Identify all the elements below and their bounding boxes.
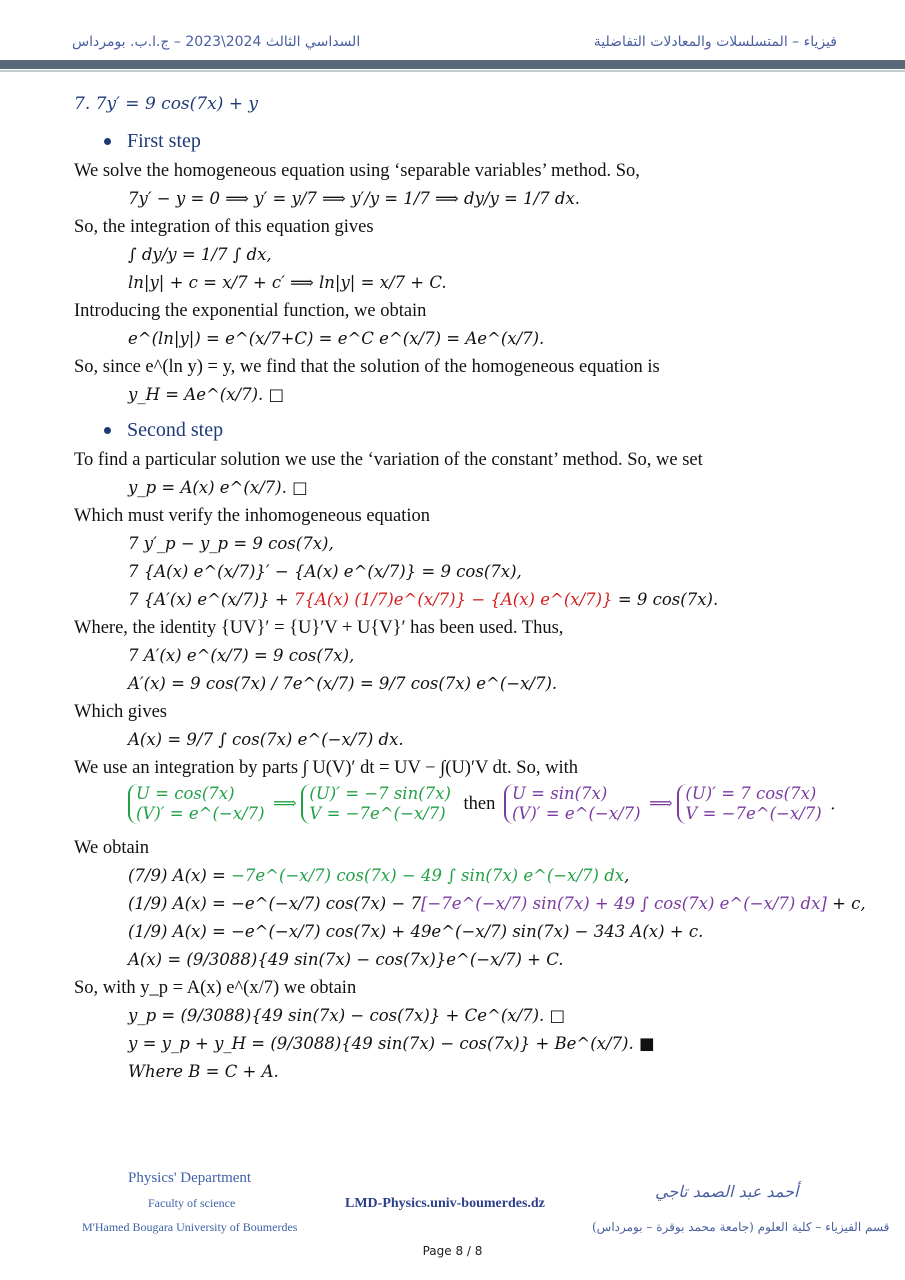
step2-text3: Where, the identity {UV}′ = {U}′V + U{V}′ has been used. Thus, (74, 618, 564, 638)
step2-eq2: 7 y′_p − y_p = 9 cos(7x), (128, 534, 334, 553)
ibp2-d: V = −7e^(−x/7) (685, 804, 822, 823)
header-right: فيزياء – المتسلسلات والمعادلات التفاضلية (593, 34, 837, 50)
footer-university: M'Hamed Bougara University of Boumerdes (82, 1220, 298, 1234)
footer-website[interactable]: LMD-Physics.univ-boumerdes.dz (345, 1196, 545, 1211)
step2-eq11: A(x) = (9/3088){49 sin(7x) − cos(7x)}e^(−x/7) + C. (128, 950, 564, 969)
ibp1-c: (U)′ = −7 sin(7x) (309, 784, 451, 803)
step2-text2: Which must verify the inhomogeneous equation (74, 506, 431, 526)
step2-text7: So, with y_p = A(x) e^(x/7) we obtain (74, 978, 357, 998)
ibp2-b: (V)′ = e^(−x/7) (512, 804, 641, 823)
ibp1-b: (V)′ = e^(−x/7) (136, 804, 265, 823)
step1-eq4: e^(ln|y|) = e^(x/7+C) = e^C e^(x/7) = Ae^(x/7). (128, 329, 545, 348)
ibp1-a: U = cos(7x) (136, 784, 235, 803)
step2-eq4-red-term: 7{A(x) (1/7)e^(x/7)} − {A(x) e^(x/7)} (293, 590, 613, 609)
step2-eq9-purple-term: [−7e^(−x/7) sin(7x) + 49 ∫ cos(7x) e^(−x/7) dx] (420, 894, 827, 913)
header-left: السداسي الثالث 2024\2023 – ج.ا.ب. بومرداس (72, 34, 361, 50)
step2-eq1: y_p = A(x) e^(x/7). □ (128, 478, 308, 497)
footer-faculty: Faculty of science (148, 1196, 236, 1210)
bullet-icon (104, 427, 111, 434)
step2-eq13: y = y_p + y_H = (9/3088){49 sin(7x) − cos(7x)} + Be^(x/7). ■ (128, 1034, 655, 1053)
ibp-systems (74, 784, 854, 832)
ibp2-right-cases (677, 784, 825, 824)
step2-eq8-comma: , (624, 866, 630, 885)
step2-text1: To find a particular solution we use the ‘variation of the constant’ method. So, we set (74, 450, 703, 470)
footer-department: Physics' Department (128, 1170, 252, 1186)
page-number: Page 8 / 8 (422, 1244, 483, 1258)
ibp-then: then (463, 793, 496, 814)
step1-eq2: ∫ dy/y = 1/7 ∫ dx, (128, 245, 272, 264)
ibp2-a: U = sin(7x) (512, 784, 608, 803)
step2-eq9-lhs: (1/9) A(x) = −e^(−x/7) cos(7x) − 7 (128, 894, 421, 913)
ibp1-d: V = −7e^(−x/7) (309, 804, 446, 823)
footer-arabic-department: قسم الفيزياء – كلية العلوم (جامعة محمد بوقرة – بومرداس) (592, 1220, 890, 1234)
ibp1-left-cases (128, 784, 269, 824)
ibp1-right-cases (301, 784, 454, 824)
step2-eq8-lhs: (7/9) A(x) = (128, 866, 226, 885)
step1-text1: We solve the homogeneous equation using ‘separable variables’ method. So, (74, 161, 640, 181)
step2-eq12: y_p = (9/3088){49 sin(7x) − cos(7x)} + Ce^(x/7). □ (128, 1006, 566, 1025)
ibp2-left-cases (504, 784, 645, 824)
ibp-period: . (830, 794, 836, 814)
step2-eq8-green-term: −7e^(−x/7) cos(7x) − 49 ∫ sin(7x) e^(−x/7) dx (231, 866, 625, 885)
step2-title: Second step (127, 419, 224, 441)
step2-eq6: A′(x) = 9 cos(7x) / 7e^(x/7) = 9/7 cos(7x) e^(−x/7). (128, 674, 558, 693)
step2-eq4 (74, 588, 854, 612)
ibp2-arrow: ⟹ (649, 793, 673, 813)
step2-eq8 (74, 864, 854, 888)
step1-text4: So, since e^(ln y) = y, we find that the solution of the homogeneous equation is (74, 357, 660, 377)
author-signature: أحمد عبد الصمد تاجي (655, 1182, 799, 1201)
step1-heading (104, 130, 854, 153)
step2-text5: We use an integration by parts ∫ U(V)′ dt = UV − ∫(U)′V dt. So, with (74, 758, 578, 778)
step2-eq9-end: + c, (832, 894, 866, 913)
step2-eq4-part3: = 9 cos(7x). (617, 590, 719, 609)
step2-eq7: A(x) = 9/7 ∫ cos(7x) e^(−x/7) dx. (128, 730, 404, 749)
header-rule (0, 60, 905, 69)
bullet-icon (104, 138, 111, 145)
step2-text6: We obtain (74, 838, 150, 858)
step1-eq3: ln|y| + c = x/7 + c′ ⟹ ln|y| = x/7 + C. (128, 273, 447, 292)
step1-title: First step (127, 130, 201, 152)
step2-eq5: 7 A′(x) e^(x/7) = 9 cos(7x), (128, 646, 355, 665)
step1-text3: Introducing the exponential function, we obtain (74, 301, 427, 321)
step2-eq4-part1: 7 {A′(x) e^(x/7)} + (128, 590, 289, 609)
step2-eq3: 7 {A(x) e^(x/7)}′ − {A(x) e^(x/7)} = 9 cos(7x), (128, 562, 522, 581)
problem-title: 7. 7y′ = 9 cos(7x) + y (74, 94, 258, 114)
step2-heading (104, 419, 854, 442)
ibp2-c: (U)′ = 7 cos(7x) (685, 784, 817, 803)
step2-eq10: (1/9) A(x) = −e^(−x/7) cos(7x) + 49e^(−x/7) sin(7x) − 343 A(x) + c. (128, 922, 704, 941)
step2-text4: Which gives (74, 702, 167, 722)
header-rule-thin (0, 70, 905, 72)
step1-text2: So, the integration of this equation gives (74, 217, 374, 237)
step1-eq1: 7y′ − y = 0 ⟹ y′ = y/7 ⟹ y′/y = 1/7 ⟹ dy/y = 1/7 dx. (128, 189, 581, 208)
ibp1-arrow: ⟹ (273, 793, 297, 813)
step2-eq14: Where B = C + A. (128, 1062, 279, 1081)
page-content (74, 86, 866, 1088)
step1-eq5: y_H = Ae^(x/7). □ (128, 385, 285, 404)
step2-eq9 (74, 892, 866, 916)
